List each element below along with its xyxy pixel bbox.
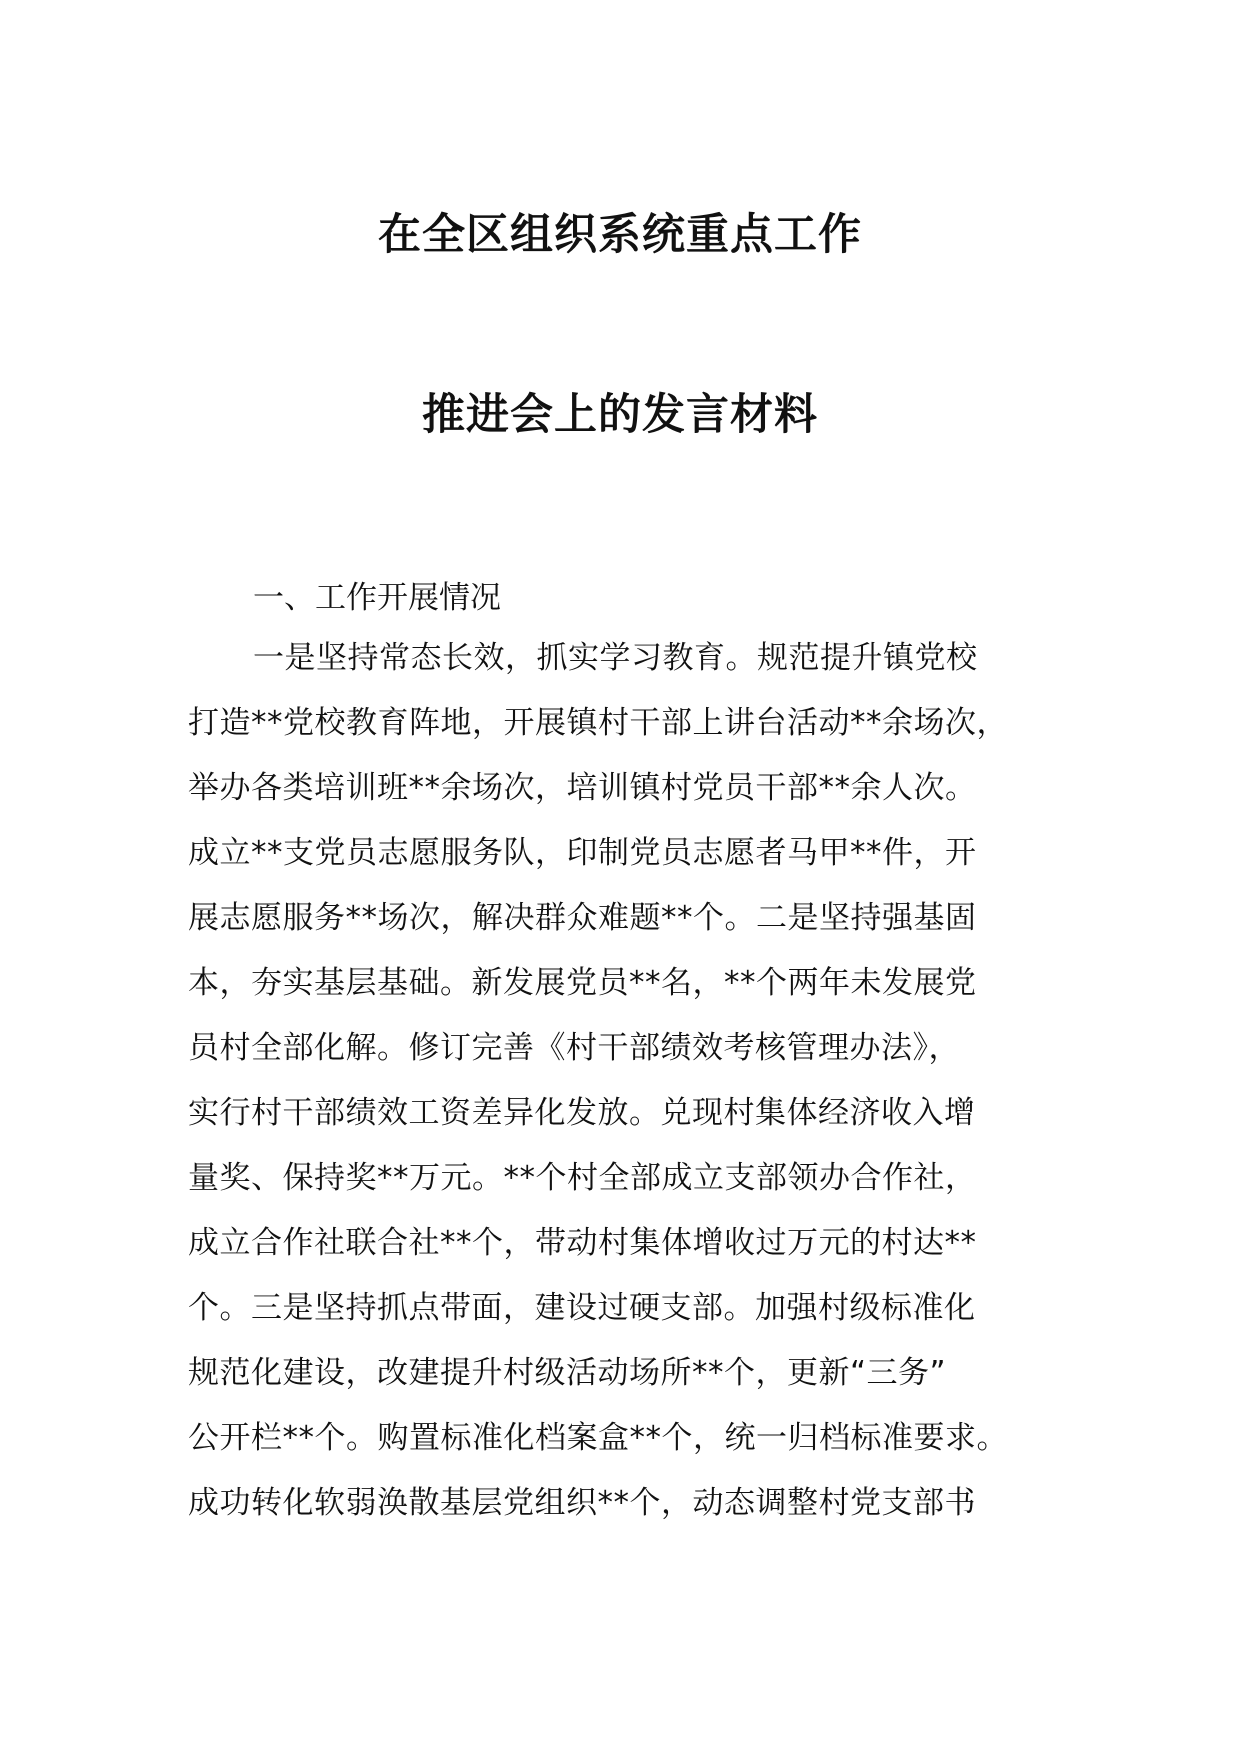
body-line: 公开栏**个。购置标准化档案盒**个，统一归档标准要求。: [188, 1420, 1008, 1456]
document-title-line-2: 推进会上的发言材料: [422, 390, 818, 440]
body-line: 一是坚持常态长效，抓实学习教育。规范提升镇党校: [253, 640, 978, 676]
body-line: 展志愿服务**场次，解决群众难题**个。二是坚持强基固: [188, 900, 977, 936]
body-line: 量奖、保持奖**万元。**个村全部成立支部领办合作社，: [188, 1160, 977, 1196]
body-paragraph: [188, 638, 1088, 1548]
body-line: 打造**党校教育阵地，开展镇村干部上讲台活动**余场次，: [188, 705, 1008, 741]
body-line: 实行村干部绩效工资差异化发放。兑现村集体经济收入增: [188, 1095, 976, 1131]
body-line: 规范化建设，改建提升村级活动场所**个，更新“三务”: [188, 1355, 947, 1391]
body-line: 成功转化软弱涣散基层党组织**个，动态调整村党支部书: [188, 1485, 976, 1521]
document-title-line-1: 在全区组织系统重点工作: [378, 210, 862, 260]
section-heading: 一、工作开展情况: [253, 580, 501, 616]
body-line: 成立合作社联合社**个，带动村集体增收过万元的村达**: [188, 1225, 977, 1261]
body-line: 个。三是坚持抓点带面，建设过硬支部。加强村级标准化: [188, 1290, 976, 1326]
body-line: 成立**支党员志愿服务队，印制党员志愿者马甲**件，开: [188, 835, 977, 871]
body-line: 员村全部化解。修订完善《村干部绩效考核管理办法》，: [188, 1030, 960, 1066]
body-line: 本，夯实基层基础。新发展党员**名，**个两年未发展党: [188, 965, 977, 1001]
body-line: 举办各类培训班**余场次，培训镇村党员干部**余人次。: [188, 770, 977, 806]
